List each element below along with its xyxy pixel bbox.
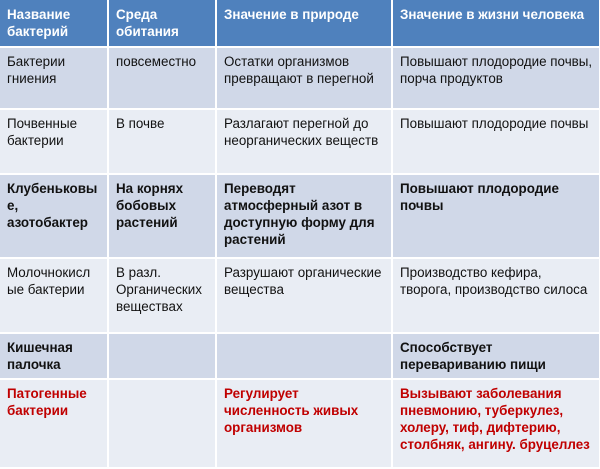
cell-habitat: В разл. Органических веществах [108,258,216,333]
table-row [0,47,600,109]
header-role-in-nature: Значение в природе [216,0,392,47]
cell-nature [216,333,392,379]
table-row [0,258,600,333]
cell-human: Вызывают заболевания пневмонию, туберкулез, холеру, тиф, дифтерию, столбняк, ангину. бруцеллез [392,379,600,468]
cell-habitat [108,379,216,468]
cell-habitat: В почве [108,109,216,174]
cell-habitat: повсеместно [108,47,216,109]
cell-nature: Регулирует численность живых организмов [216,379,392,468]
cell-human: Способствует перевариванию пищи [392,333,600,379]
header-role-in-human-life: Значение в жизни человека [392,0,600,47]
header-habitat: Среда обитания [108,0,216,47]
cell-habitat [108,333,216,379]
cell-name: Патогенные бактерии [0,379,108,468]
cell-nature: Остатки организмов превращают в перегной [216,47,392,109]
cell-name: Молочнокисл ые бактерии [0,258,108,333]
cell-nature: Переводят атмосферный азот в доступную форму для растений [216,174,392,258]
table-row [0,174,600,258]
cell-name: Кишечная палочка [0,333,108,379]
cell-nature: Разрушают органические вещества [216,258,392,333]
table-row [0,379,600,468]
cell-human: Производство кефира, творога, производство силоса [392,258,600,333]
cell-name: Бактерии гниения [0,47,108,109]
cell-human: Повышают плодородие почвы, порча продуктов [392,47,600,109]
table-row [0,109,600,174]
cell-human: Повышают плодородие почвы [392,174,600,258]
cell-nature: Разлагают перегной до неорганических веществ [216,109,392,174]
cell-name: Клубеньковы е, азотобактер [0,174,108,258]
table-header-row [0,0,600,47]
header-bacteria-name: Название бактерий [0,0,108,47]
cell-human: Повышают плодородие почвы [392,109,600,174]
table-row [0,333,600,379]
cell-name: Почвенные бактерии [0,109,108,174]
cell-habitat: На корнях бобовых растений [108,174,216,258]
